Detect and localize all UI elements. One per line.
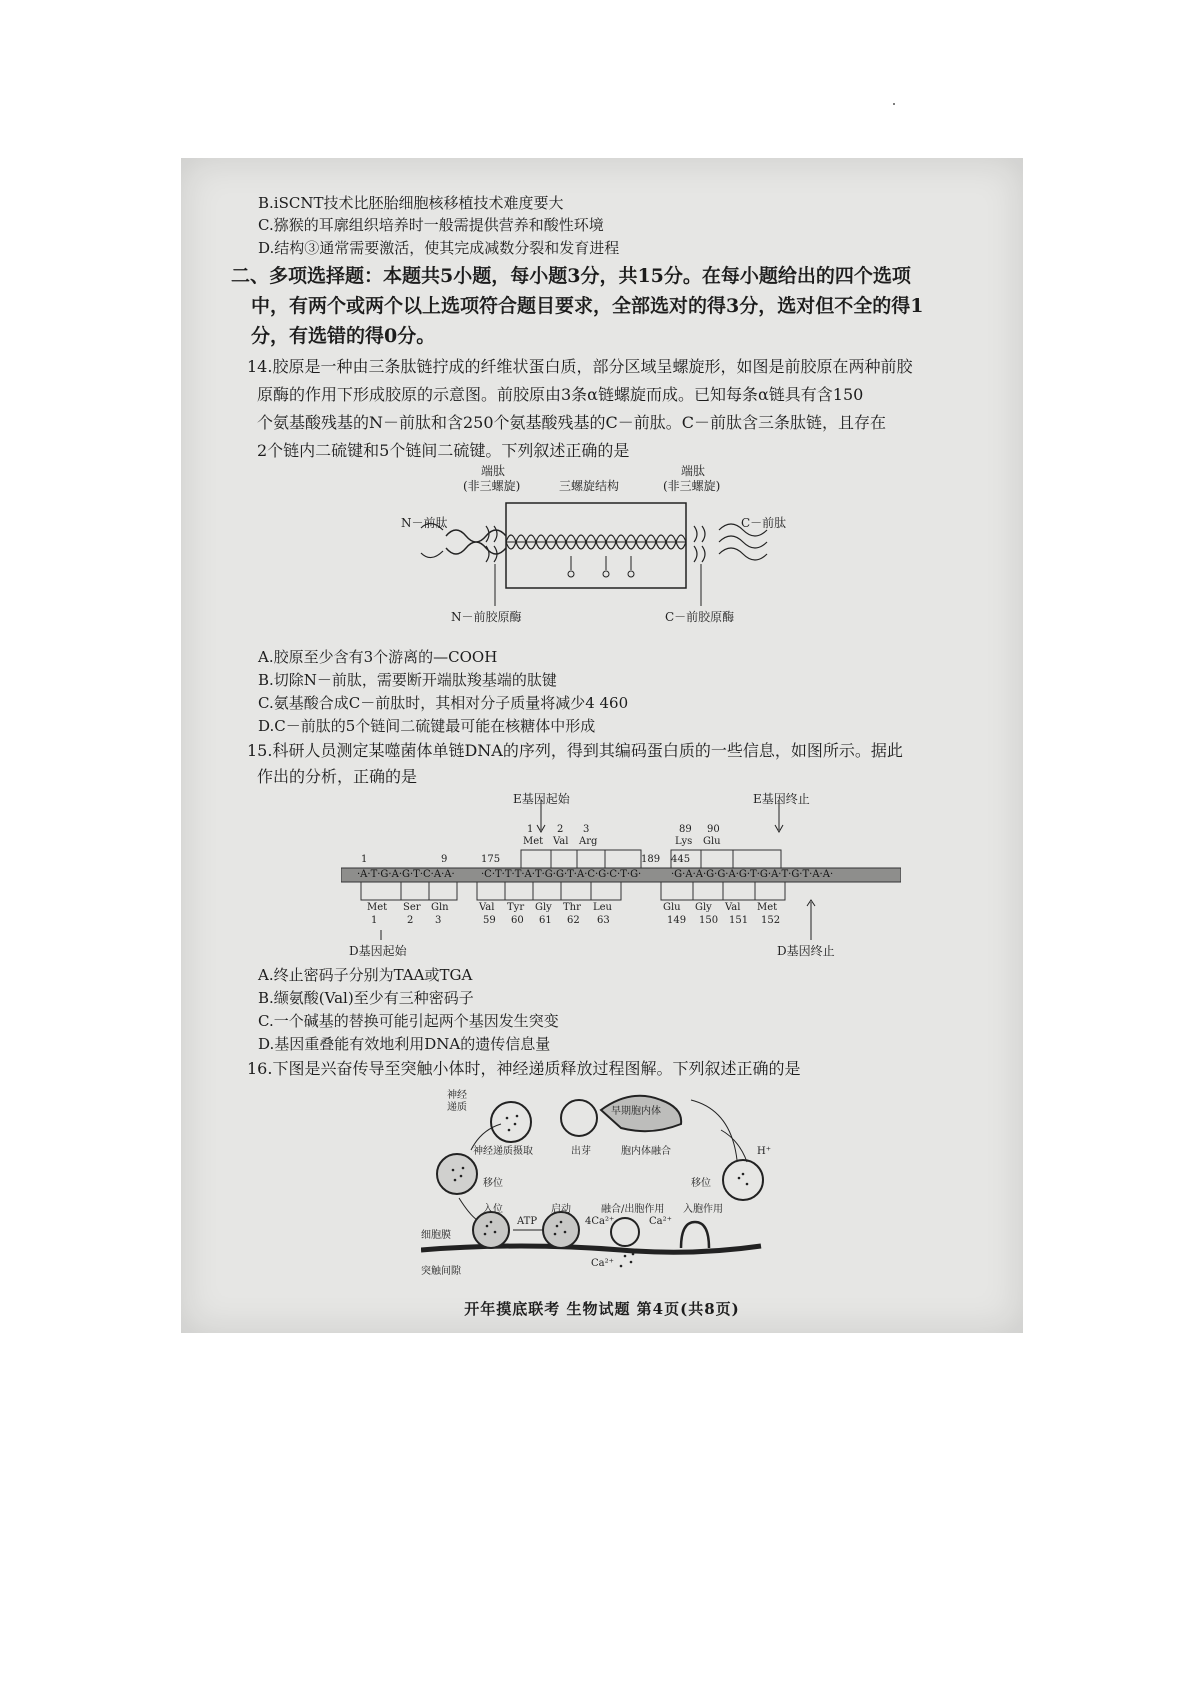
d-gene-aa-number: 60 xyxy=(511,915,524,926)
q15-option-d: D.基因重叠能有效地利用DNA的遗传信息量 xyxy=(258,1035,551,1053)
ca4-label: 4Ca²⁺ xyxy=(585,1216,615,1227)
d-gene-aa-name: Gln xyxy=(431,902,449,913)
telopeptide-right-label: 端肽 xyxy=(681,464,706,478)
d-gene-aa-name: Tyr xyxy=(507,902,525,913)
neurotransmitter-release-diagram xyxy=(421,1080,861,1280)
e-gene-aa-number: 3 xyxy=(583,824,590,835)
d-gene-aa-number: 152 xyxy=(761,915,781,926)
telopeptide-left-sublabel: (非三螺旋) xyxy=(463,479,521,493)
telopeptide-right-sublabel: (非三螺旋) xyxy=(663,479,721,493)
docking-label: 入位 xyxy=(483,1204,503,1215)
n-propeptide-label: N－前肽 xyxy=(401,516,448,530)
triple-helix-label: 三螺旋结构 xyxy=(559,479,620,493)
q15-stem-line2: 作出的分析，正确的是 xyxy=(257,767,418,786)
d-gene-aa-name: Gly xyxy=(695,902,712,913)
pos-1: 1 xyxy=(361,854,368,865)
neurotransmitter-label-b: 递质 xyxy=(447,1102,467,1113)
neurotransmitter-label-a: 神经 xyxy=(447,1090,467,1101)
d-gene-aa-name: Glu xyxy=(663,902,681,913)
d-gene-aa-name: Met xyxy=(757,902,778,913)
nt-uptake-label: 神经递质摄取 xyxy=(473,1146,533,1157)
pos-189: 189 xyxy=(641,854,661,865)
pos-175: 175 xyxy=(481,854,501,865)
d-gene-aa-number: 151 xyxy=(729,915,749,926)
d-gene-aa-name: Gly xyxy=(535,902,552,913)
d-gene-start-label: D基因起始 xyxy=(349,944,407,958)
pos-445: 445 xyxy=(671,854,691,865)
sequence-segment-2: ·C·T·T·T·A·T·G·G·T·A·C·G·C·T·G· xyxy=(481,869,642,880)
d-gene-aa-name: Thr xyxy=(563,902,581,913)
priming-label: 启动 xyxy=(551,1204,571,1215)
d-gene-aa-number: 150 xyxy=(699,915,719,926)
d-gene-aa-name: Val xyxy=(479,902,495,913)
e-gene-stop-label: E基因终止 xyxy=(753,792,810,806)
ca-influx-label: Ca²⁺ xyxy=(591,1258,614,1269)
endosome-fusion-label: 胞内体融合 xyxy=(621,1146,671,1157)
e-gene-aa-name: Val xyxy=(553,836,569,847)
d-gene-aa-name: Met xyxy=(367,902,388,913)
page-footer: 开年摸底联考 生物试题 第4页(共8页) xyxy=(464,1300,740,1318)
c-propeptide-label: C－前肽 xyxy=(741,516,787,530)
q14-stem-line1: 14.胶原是一种由三条肽链拧成的纤维状蛋白质，部分区域呈螺旋形，如图是前胶原在两种前胶 xyxy=(247,357,913,376)
translocation-left-label: 移位 xyxy=(483,1178,503,1189)
d-gene-aa-number: 63 xyxy=(597,915,610,926)
e-gene-aa-number: 2 xyxy=(557,824,564,835)
d-gene-aa-name: Leu xyxy=(593,902,612,913)
d-gene-aa-number: 61 xyxy=(539,915,552,926)
q16-stem: 16.下图是兴奋传导至突触小体时，神经递质释放过程图解。下列叙述正确的是 xyxy=(247,1059,801,1078)
gene-overlap-diagram xyxy=(341,790,901,960)
q14-option-a: A.胶原至少含有3个游离的—COOH xyxy=(258,648,498,666)
q14-option-d: D.C－前肽的5个链间二硫键最可能在核糖体中形成 xyxy=(258,717,596,735)
e-gene-start-label: E基因起始 xyxy=(513,792,570,806)
q13-option-c: C.猕猴的耳廓组织培养时一般需提供营养和酸性环境 xyxy=(258,216,604,234)
e-gene-aa-name: Arg xyxy=(579,836,598,847)
q14-stem-line2: 原酶的作用下形成胶原的示意图。前胶原由3条α链螺旋而成。已知每条α链具有含150 xyxy=(257,385,864,404)
e-gene-aa-number: 90 xyxy=(707,824,720,835)
translocation-right-label: 移位 xyxy=(691,1178,711,1189)
d-gene-aa-number: 2 xyxy=(407,915,414,926)
section2-heading-line1: 二、多项选择题：本题共5小题，每小题3分，共15分。在每小题给出的四个选项 xyxy=(231,265,911,287)
d-gene-aa-number: 3 xyxy=(435,915,442,926)
q15-option-b: B.缬氨酸(Val)至少有三种密码子 xyxy=(258,989,474,1007)
c-procollagenase-label: C－前胶原酶 xyxy=(665,610,735,624)
speck xyxy=(893,103,895,105)
endocytosis-label: 入胞作用 xyxy=(683,1204,723,1215)
d-gene-aa-name: Val xyxy=(725,902,741,913)
q15-stem-line1: 15.科研人员测定某噬菌体单链DNA的序列，得到其编码蛋白质的一些信息，如图所示。据此 xyxy=(247,741,903,760)
budding-label: 出芽 xyxy=(571,1146,591,1157)
telopeptide-left-label: 端肽 xyxy=(481,464,506,478)
q15-option-a: A.终止密码子分别为TAA或TGA xyxy=(258,966,473,984)
exam-page xyxy=(181,158,1023,1333)
q14-stem-line4: 2个链内二硫键和5个链间二硫键。下列叙述正确的是 xyxy=(257,441,630,460)
d-gene-stop-label: D基因终止 xyxy=(777,944,835,958)
n-procollagenase-label: N－前胶原酶 xyxy=(451,610,522,624)
q14-option-c: C.氨基酸合成C－前肽时，其相对分子质量将减少4 460 xyxy=(258,694,629,712)
e-gene-aa-name: Lys xyxy=(675,836,693,847)
early-endosome-label: 早期胞内体 xyxy=(611,1106,661,1117)
q14-stem-line3: 个氨基酸残基的N－前肽和含250个氨基酸残基的C－前肽。C－前肽含三条肽链，且存在 xyxy=(257,413,887,432)
q13-option-d: D.结构③通常需要激活，使其完成减数分裂和发育进程 xyxy=(258,239,620,257)
atp-label: ATP xyxy=(517,1216,538,1227)
e-gene-aa-name: Glu xyxy=(703,836,721,847)
d-gene-aa-number: 62 xyxy=(567,915,580,926)
section2-heading-line2: 中，有两个或两个以上选项符合题目要求，全部选对的得3分，选对但不全的得1 xyxy=(251,295,924,317)
e-gene-aa-name: Met xyxy=(523,836,544,847)
h-plus-label: H⁺ xyxy=(757,1146,771,1157)
sequence-segment-3: ·G·A·A·G·G·A·G·T·G·A·T·G·T·A·A· xyxy=(671,869,834,880)
section2-heading-line3: 分，有选错的得0分。 xyxy=(251,325,436,347)
e-gene-aa-number: 1 xyxy=(527,824,534,835)
d-gene-aa-name: Ser xyxy=(403,902,421,913)
pos-9: 9 xyxy=(441,854,448,865)
q15-option-c: C.一个碱基的替换可能引起两个基因发生突变 xyxy=(258,1012,559,1030)
sequence-segment-1: ·A·T·G·A·G·T·C·A·A· xyxy=(357,869,455,880)
collagen-diagram xyxy=(401,458,811,638)
d-gene-aa-number: 1 xyxy=(371,915,378,926)
q13-option-b: B.iSCNT技术比胚胎细胞核移植技术难度要大 xyxy=(258,194,564,212)
q14-option-b: B.切除N－前肽，需要断开端肽羧基端的肽键 xyxy=(258,671,557,689)
d-gene-aa-number: 149 xyxy=(667,915,687,926)
cell-membrane-label: 细胞膜 xyxy=(421,1230,451,1241)
synaptic-cleft-label: 突触间隙 xyxy=(421,1266,461,1277)
d-gene-aa-number: 59 xyxy=(483,915,496,926)
ca-label: Ca²⁺ xyxy=(649,1216,672,1227)
e-gene-aa-number: 89 xyxy=(679,824,692,835)
exocytosis-label: 融合/出胞作用 xyxy=(601,1204,665,1215)
